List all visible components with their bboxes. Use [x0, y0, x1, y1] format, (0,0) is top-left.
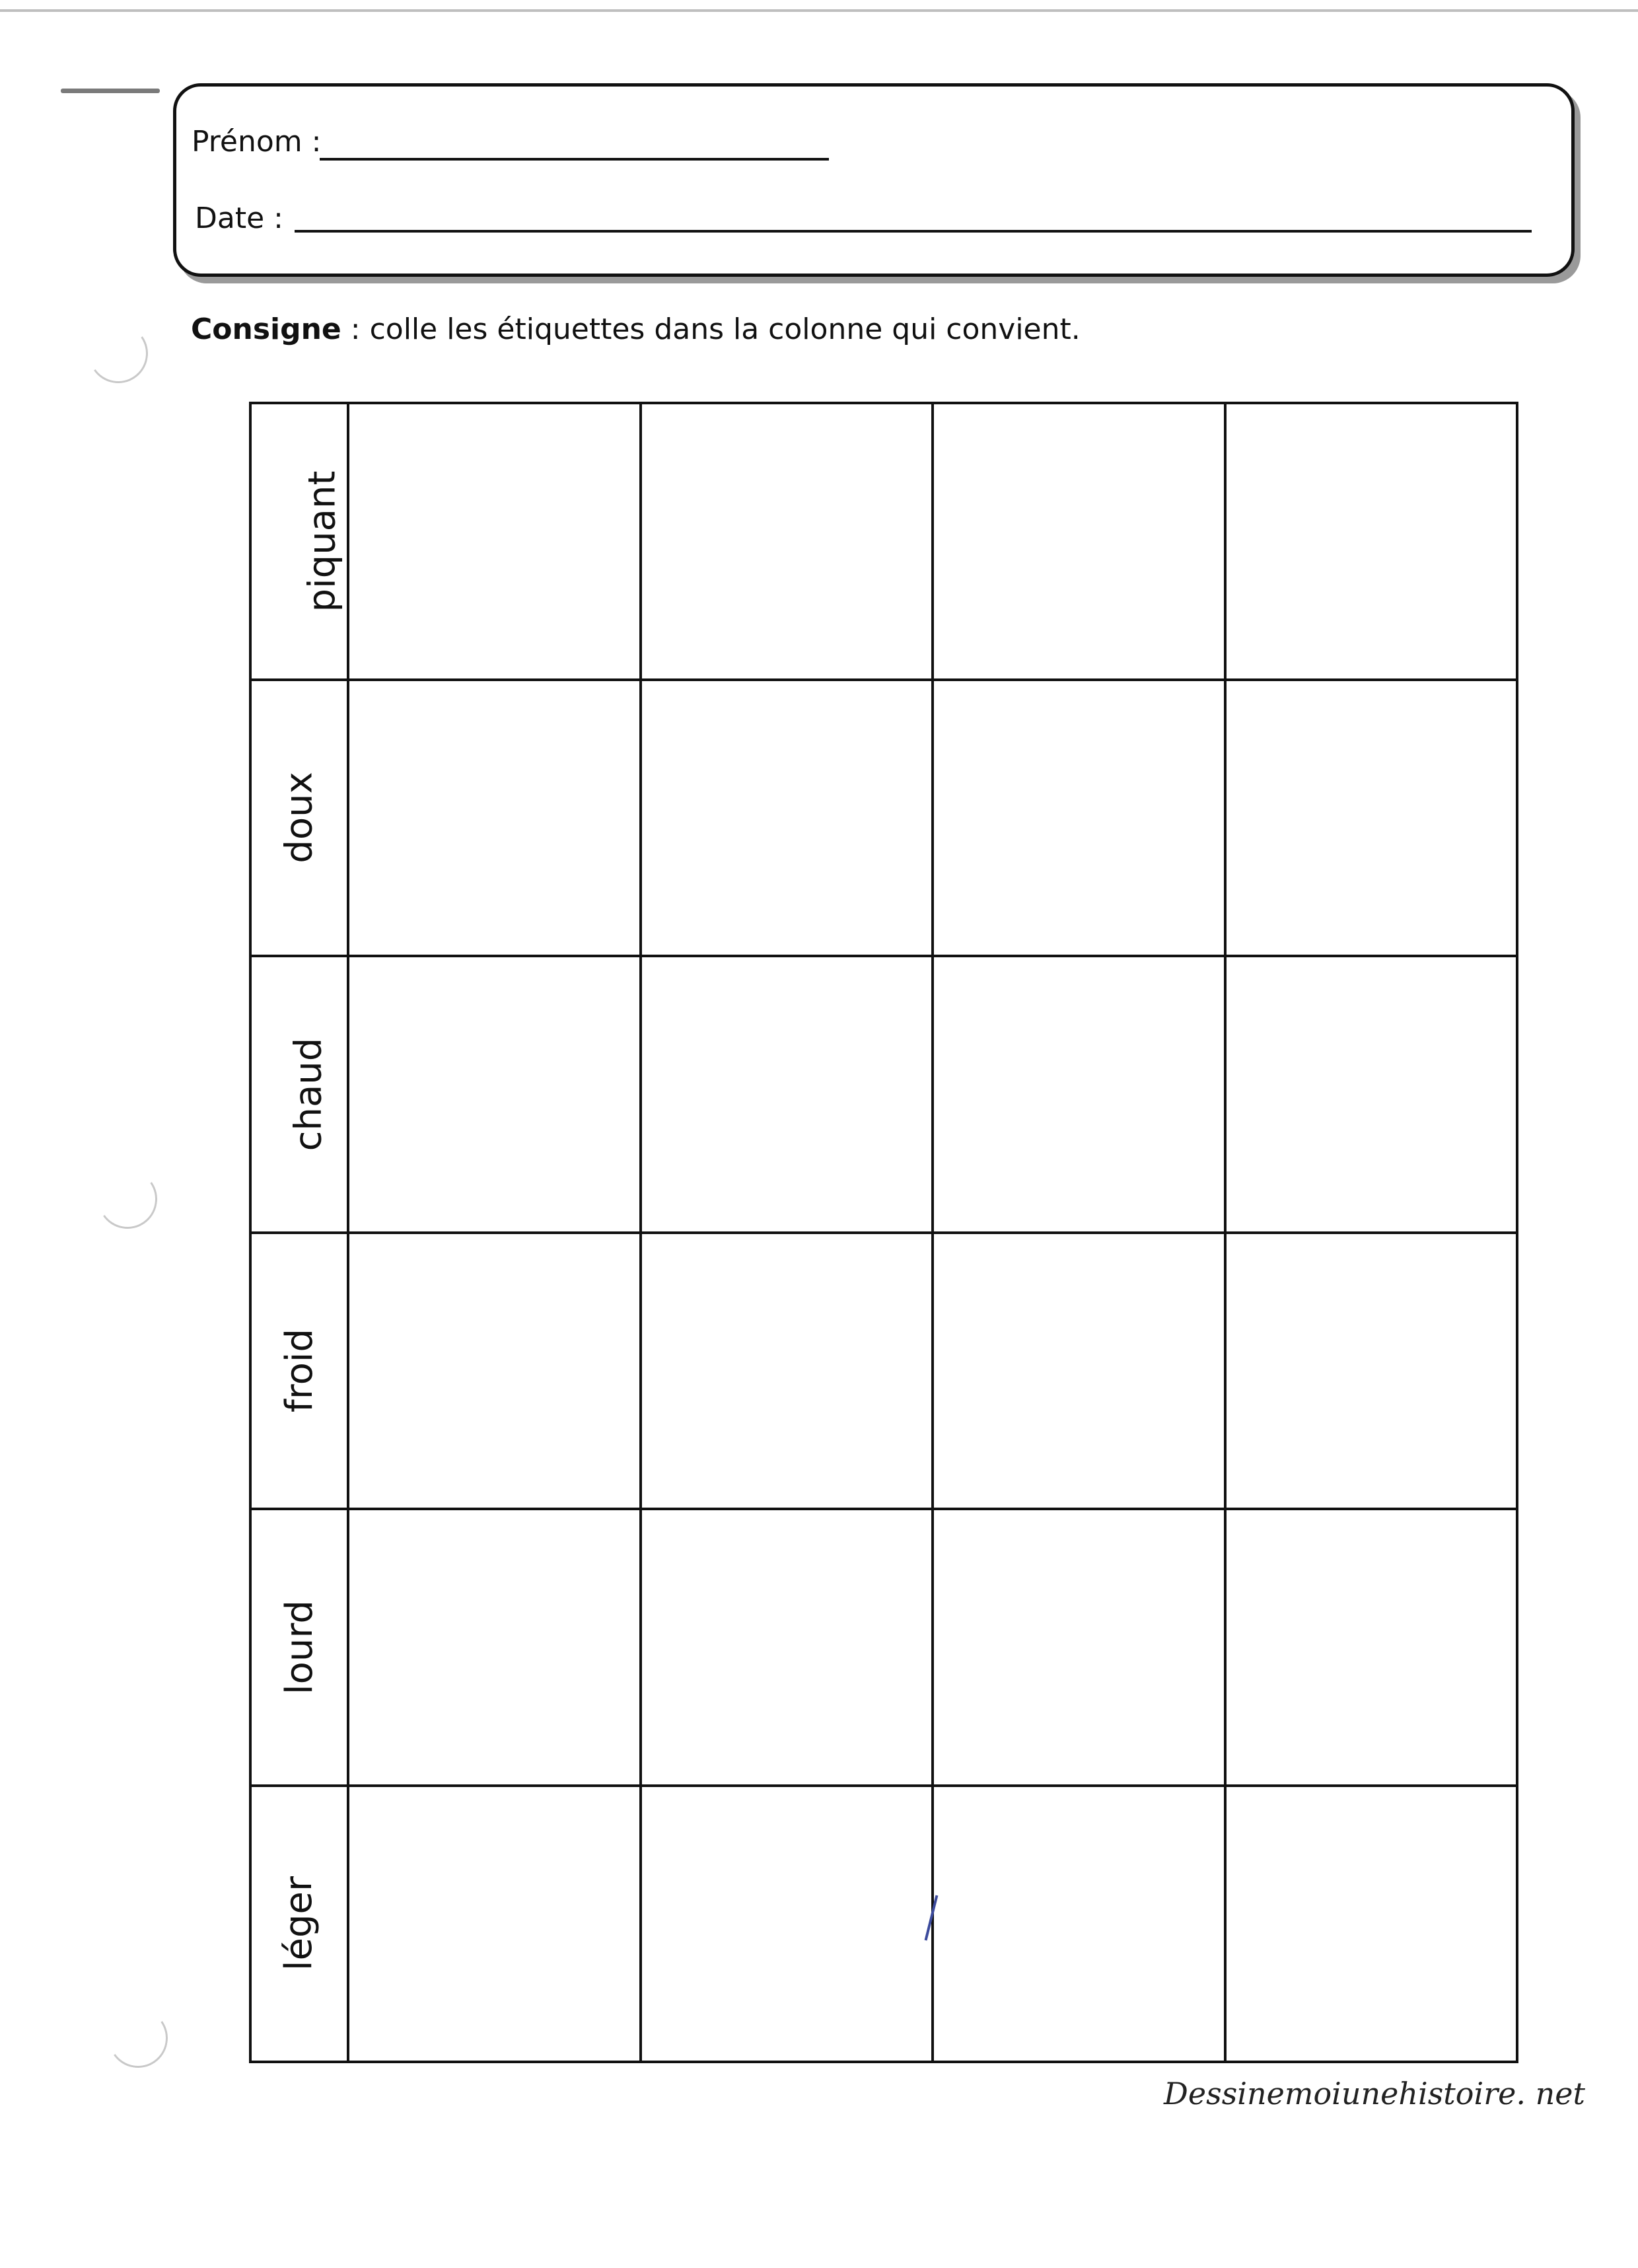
punch-hole [84, 319, 153, 388]
drop-cell[interactable] [348, 680, 641, 957]
scan-top-edge [0, 9, 1638, 12]
drop-cell[interactable] [933, 1786, 1225, 2063]
instruction-body: : colle les étiquettes dans la colonne qui convient. [341, 312, 1081, 346]
drop-cell[interactable] [1225, 1786, 1518, 2063]
table-row [250, 1786, 1517, 2063]
drop-cell[interactable] [641, 403, 933, 680]
drop-cell[interactable] [641, 1786, 933, 2063]
table-row [250, 680, 1517, 957]
drop-cell[interactable] [933, 956, 1225, 1233]
firstname-label: Prénom : [192, 125, 322, 159]
row-label-cell [250, 1509, 348, 1786]
drop-cell[interactable] [933, 1509, 1225, 1786]
punch-hole [104, 2004, 172, 2072]
row-label: doux [277, 772, 321, 863]
instruction-label: Consigne [191, 312, 341, 346]
drop-cell[interactable] [641, 1509, 933, 1786]
drop-cell[interactable] [641, 680, 933, 957]
row-label: léger [277, 1876, 321, 1971]
sorting-table [249, 402, 1518, 2063]
drop-cell[interactable] [641, 1233, 933, 1510]
row-label-cell [250, 680, 348, 957]
punch-hole [93, 1165, 162, 1233]
drop-cell[interactable] [1225, 1233, 1518, 1510]
row-label-cell [250, 956, 348, 1233]
drop-cell[interactable] [348, 956, 641, 1233]
drop-cell[interactable] [1225, 680, 1518, 957]
row-label: froid [277, 1329, 321, 1413]
drop-cell[interactable] [1225, 956, 1518, 1233]
table-row [250, 1509, 1517, 1786]
row-label-cell [250, 1233, 348, 1510]
instruction-text [191, 314, 1081, 346]
row-label-cell [250, 403, 348, 680]
drop-cell[interactable] [641, 956, 933, 1233]
firstname-field[interactable] [320, 158, 829, 161]
drop-cell[interactable] [933, 1233, 1225, 1510]
row-label-cell [250, 1786, 348, 2063]
student-info-box [173, 83, 1575, 277]
row-label: lourd [277, 1599, 321, 1695]
drop-cell[interactable] [348, 1233, 641, 1510]
drop-cell[interactable] [933, 403, 1225, 680]
drop-cell[interactable] [1225, 403, 1518, 680]
scan-mark [61, 89, 160, 93]
date-field[interactable] [295, 230, 1532, 233]
row-label: piquant [301, 470, 344, 612]
drop-cell[interactable] [348, 403, 641, 680]
drop-cell[interactable] [348, 1786, 641, 2063]
drop-cell[interactable] [348, 1509, 641, 1786]
row-label: chaud [287, 1037, 330, 1152]
date-label: Date : [195, 201, 283, 235]
table-row [250, 1233, 1517, 1510]
table-row [250, 403, 1517, 680]
table-row [250, 956, 1517, 1233]
drop-cell[interactable] [1225, 1509, 1518, 1786]
footer-brand: Dessinemoiunehistoire. net [1163, 2076, 1585, 2111]
drop-cell[interactable] [933, 680, 1225, 957]
